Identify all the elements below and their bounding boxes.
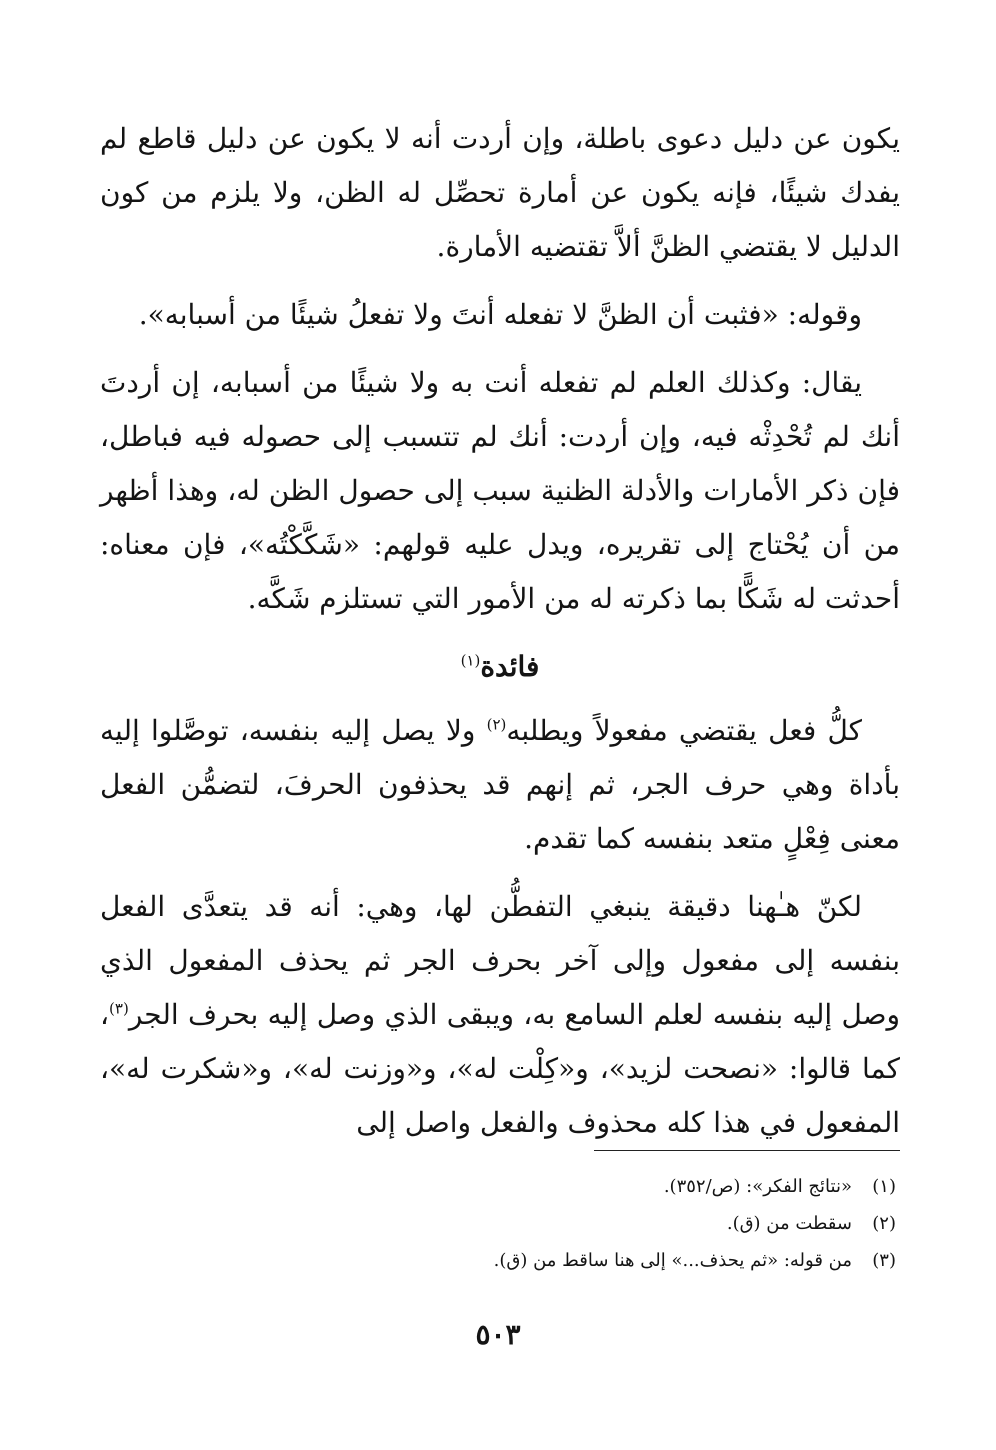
paragraph-4-part-b: ولا يصل إليه بنفسه، توصَّلوا إليه بأداة وهي حرف الجر، ثم إنهم قد يحذفون الحرفَ، لتضمُّن الفعل معنى فِعْلٍ متعد بنفسه كما تقدم. — [100, 714, 900, 855]
footnotes — [196, 1168, 896, 1279]
footnote-text: من قوله: «ثم يحذف...» إلى هنا ساقط من (ق). — [493, 1250, 852, 1271]
footnote-item — [196, 1205, 896, 1242]
footnote-ref-2: (٢) — [486, 715, 507, 734]
footnote-ref-1: (١) — [460, 651, 481, 670]
footnote-text: «نتائج الفكر»: (ص/٣٥٢). — [663, 1176, 852, 1197]
paragraph-2: وقوله: «فثبت أن الظنَّ لا تفعله أنتَ ولا تفعلُ شيئًا من أسبابه». — [138, 298, 862, 331]
footnote-number: (٣) — [872, 1250, 896, 1271]
footnote-text: سقطت من (ق). — [726, 1213, 852, 1234]
footnote-divider — [594, 1150, 900, 1151]
page-number: ٥٠٣ — [475, 1318, 521, 1351]
paragraph-5-part-b: ، كما قالوا: «نصحت لزيد»، و«كِلْت له»، و«وزنت له»، و«شكرت له»، المفعول في هذا كله محذوف والفعل واصل إلى — [100, 998, 900, 1139]
footnote-item — [196, 1242, 896, 1279]
paragraph-3: يقال: وكذلك العلم لم تفعله أنت به ولا شيئًا من أسبابه، إن أردتَ أنك لم تُحْدِثْه فيه، وإن أردت: أنك لم تتسبب إلى حصوله فيه فباطل، فإن ذكر الأمارات والأدلة الظنية سبب إلى حصول الظن له، وهذا أظهر من أن يُحْتاج إلى تقريره، ويدل عليه قولهم: «شَكَّكْتُه»، فإن معناه: أحدثت له شَكًّا بما ذكرته له من الأمور التي تستلزم شَكَّه. — [100, 366, 900, 615]
footnote-ref-3: (٣) — [109, 999, 129, 1018]
paragraph-5 — [100, 880, 900, 1150]
footnote-item — [196, 1168, 896, 1205]
footnote-number: (٢) — [872, 1213, 896, 1234]
section-heading — [100, 640, 900, 694]
paragraph-4 — [100, 704, 900, 866]
paragraph-5-part-a: لكنّ هـٰهنا دقيقة ينبغي التفطُّن لها، وهي: أنه قد يتعدَّى الفعل بنفسه إلى مفعول وإلى آخر بحرف الجر ثم يحذف المفعول الذي وصل إليه بنفسه لعلم السامع به، ويبقى الذي وصل إليه بحرف الجر — [100, 890, 900, 1031]
heading-text: فائدة — [480, 650, 540, 683]
main-text — [100, 112, 900, 1164]
footnote-number: (١) — [872, 1176, 896, 1197]
paragraph-1: يكون عن دليل دعوى باطلة، وإن أردت أنه لا يكون عن دليل قاطع لم يفدك شيئًا، فإنه يكون عن أمارة تحصِّل له الظن، ولا يلزم من كون الدليل لا يقتضي الظنَّ ألاَّ تقتضيه الأمارة. — [100, 122, 900, 263]
paragraph-4-part-a: كلُّ فعل يقتضي مفعولاً ويطلبه — [506, 714, 862, 747]
